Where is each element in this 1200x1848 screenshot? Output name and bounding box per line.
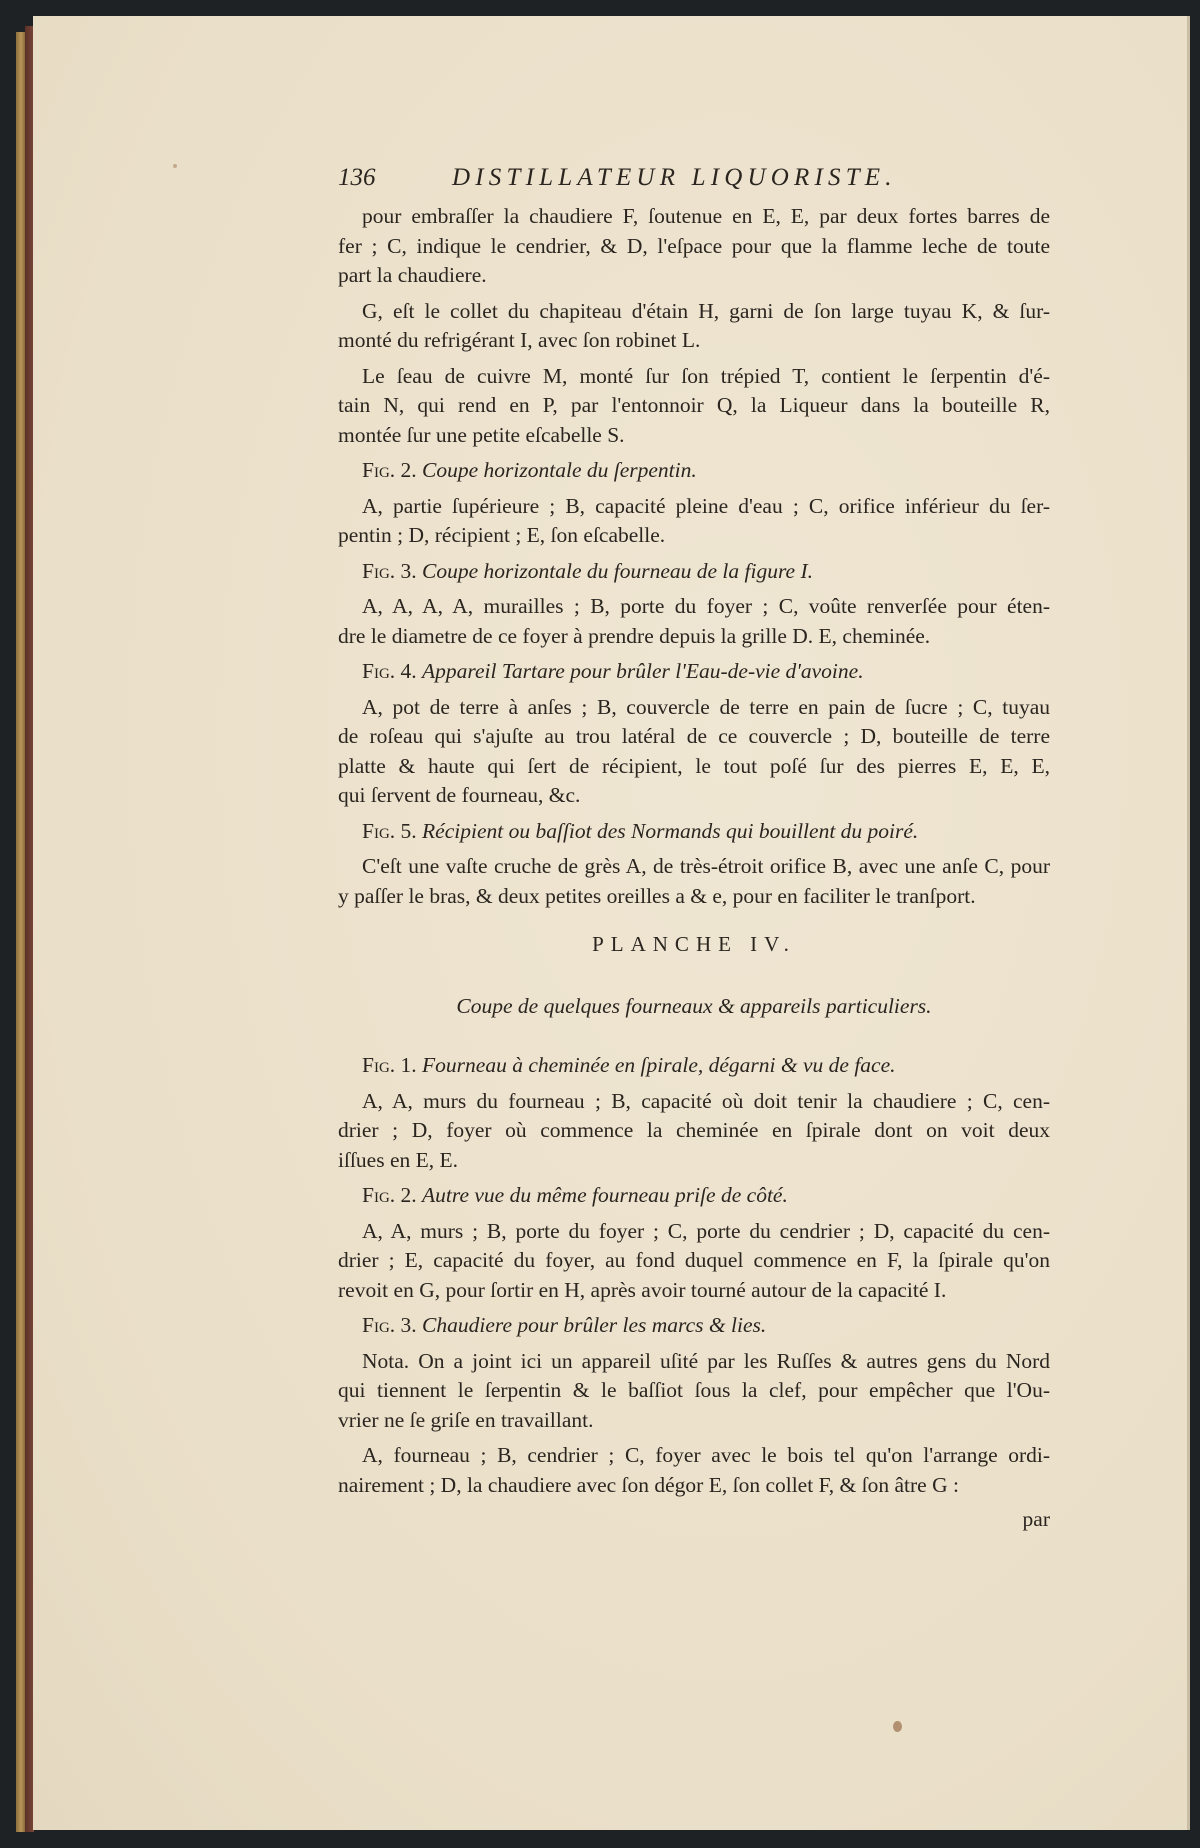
paragraph	[338, 492, 1050, 551]
figure-title: Coupe horizontale du ſerpentin.	[422, 458, 697, 482]
text-line: platte & haute qui ſert de récipient, le tout poſé ſur des pierres E, E, E,	[338, 753, 1050, 778]
text-line: revoit en G, pour ſortir en H, après avoir tourné autour de la capacité I.	[338, 1277, 947, 1302]
text-line: A, A, murs ; B, porte du foyer ; C, porte du cendrier ; D, capacité du cen-	[362, 1218, 1050, 1243]
text-line: tain N, qui rend en P, par l'entonnoir Q, la Liqueur dans la bouteille R,	[338, 393, 1050, 417]
running-title: DISTILLATEUR LIQUORISTE.	[452, 164, 897, 191]
figure-title: Coupe horizontale du fourneau de la figure I.	[422, 558, 813, 583]
paragraph	[338, 1217, 1050, 1306]
figure-label: Fig. 2.	[362, 458, 417, 482]
paragraph	[338, 592, 1050, 651]
text-line: dre le diametre de ce foyer à prendre depuis la grille D. E, cheminée.	[338, 623, 931, 648]
paragraph	[338, 1441, 1050, 1500]
paragraph	[338, 1347, 1050, 1436]
text-line: A, A, murs du fourneau ; B, capacité où doit tenir la chaudiere ; C, cen-	[362, 1088, 1050, 1113]
figure-caption	[338, 1051, 1050, 1081]
page-edge	[1187, 16, 1190, 1830]
paragraph	[338, 362, 1050, 451]
page-number: 136	[338, 164, 376, 191]
text-line: A, partie ſupérieure ; B, capacité pleine d'eau ; C, orifice inférieur du ſer-	[362, 493, 1050, 518]
text-line: de roſeau qui s'ajuſte au trou latéral de ce couvercle ; D, bouteille de terre	[338, 724, 1050, 748]
text-line: montée ſur une petite eſcabelle S.	[338, 422, 625, 447]
running-header	[338, 164, 1050, 198]
figure-label: Fig. 1.	[362, 1053, 417, 1077]
paragraph	[338, 202, 1050, 291]
paragraph	[338, 297, 1050, 356]
text-line: pentin ; D, récipient ; E, ſon eſcabelle.	[338, 523, 666, 547]
page-body	[338, 202, 1050, 1534]
text-line: C'eſt une vaſte cruche de grès A, de très-étroit orifice B, avec une anſe C, pour	[362, 854, 1050, 878]
text-line: drier ; E, capacité du foyer, au fond duquel commence en F, la ſpirale qu'on	[338, 1248, 1050, 1272]
text-line: pour embraſſer la chaudiere F, ſoutenue en E, E, par deux fortes barres de	[362, 204, 1050, 228]
figure-title: Fourneau à cheminée en ſpirale, dégarni & vu de face.	[422, 1053, 896, 1077]
text-line: y paſſer le bras, & deux petites oreilles a & e, pour en faciliter le tranſport.	[338, 883, 976, 908]
figure-label: Fig. 5.	[362, 818, 417, 843]
text-line: part la chaudiere.	[338, 263, 487, 287]
text-line: vrier ne ſe griſe en travaillant.	[338, 1407, 594, 1432]
figure-title: Récipient ou baſſiot des Normands qui bouillent du poiré.	[422, 818, 919, 843]
text-line: Le ſeau de cuivre M, monté ſur ſon trépied T, contient le ſerpentin d'é-	[362, 363, 1050, 388]
plate-subheading: Coupe de quelques fourneaux & appareils particuliers.	[456, 994, 932, 1018]
text-line: fer ; C, indique le cendrier, & D, l'eſpace pour que la flamme leche de toute	[338, 233, 1050, 258]
figure-caption	[338, 1311, 1050, 1341]
figure-title: Appareil Tartare pour brûler l'Eau-de-vie d'avoine.	[422, 659, 864, 683]
text-line: A, pot de terre à anſes ; B, couvercle de terre en pain de ſucre ; C, tuyau	[362, 694, 1050, 719]
figure-caption	[338, 657, 1050, 687]
paragraph	[338, 852, 1050, 911]
figure-title: Chaudiere pour brûler les marcs & lies.	[422, 1313, 767, 1337]
text-line: A, A, A, A, murailles ; B, porte du foyer ; C, voûte renverſée pour éten-	[362, 594, 1050, 618]
figure-caption	[338, 456, 1050, 486]
figure-label: Fig. 3.	[362, 1313, 417, 1337]
text-line: Nota. On a joint ici un appareil uſité par les Ruſſes & autres gens du Nord	[362, 1348, 1050, 1373]
foxing-spot	[893, 1721, 902, 1732]
text-line: qui ſervent de fourneau, &c.	[338, 783, 581, 807]
foxing-spot	[173, 164, 177, 168]
text-line: G, eſt le collet du chapiteau d'étain H, garni de ſon large tuyau K, & ſur-	[362, 298, 1050, 323]
figure-caption	[338, 557, 1050, 587]
paragraph	[338, 1087, 1050, 1176]
figure-label: Fig. 4.	[362, 659, 417, 683]
paragraph	[338, 693, 1050, 811]
figure-label: Fig. 3.	[362, 558, 417, 583]
text-line: qui tiennent le ſerpentin & le baſſiot ſous la clef, pour empêcher que l'Ou-	[338, 1378, 1050, 1402]
text-line: nairement ; D, la chaudiere avec ſon dégor E, ſon collet F, & ſon âtre G :	[338, 1472, 959, 1497]
text-line: A, fourneau ; B, cendrier ; C, foyer avec le bois tel qu'on l'arrange ordi-	[362, 1443, 1050, 1467]
figure-label: Fig. 2.	[362, 1183, 417, 1207]
text-line: drier ; D, foyer où commence la cheminée en ſpirale dont on voit deux	[338, 1118, 1050, 1142]
figure-caption	[338, 817, 1050, 847]
catchword: par	[1022, 1507, 1050, 1531]
figure-title: Autre vue du même fourneau priſe de côté.	[422, 1183, 788, 1207]
text-line: iſſues en E, E.	[338, 1147, 459, 1172]
figure-caption	[338, 1181, 1050, 1211]
text-line: monté du refrigérant I, avec ſon robinet L.	[338, 328, 701, 352]
plate-heading: PLANCHE IV.	[592, 932, 796, 956]
